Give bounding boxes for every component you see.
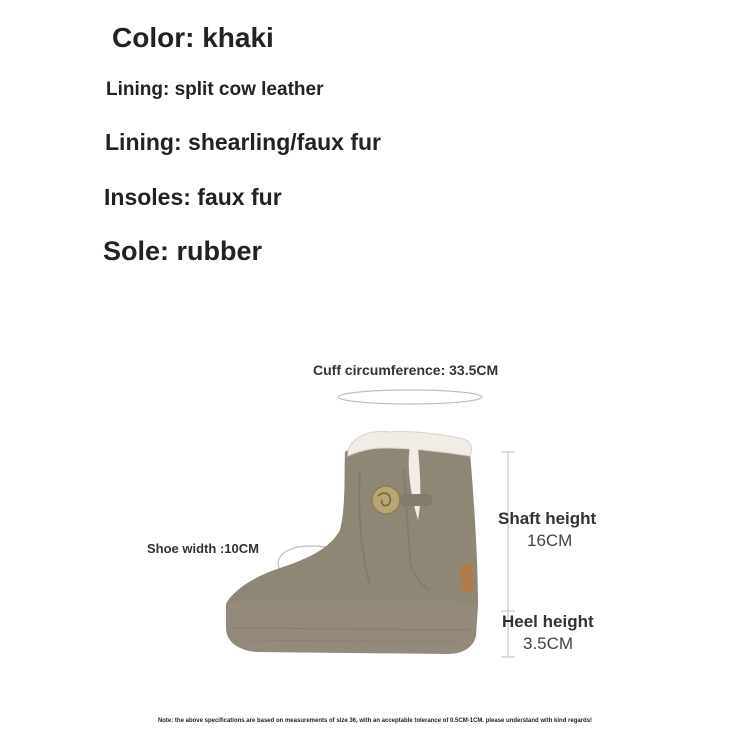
heel-height-value: 3.5CM [523, 634, 574, 653]
spec-insoles: Insoles: faux fur [104, 184, 282, 210]
boot-button [372, 486, 400, 514]
spec-lining-leather: Lining: split cow leather [106, 79, 324, 100]
boot-upper [226, 443, 478, 606]
cuff-circumference-label: Cuff circumference: 33.5CM [313, 362, 499, 378]
heel-height-label: Heel height [502, 612, 594, 631]
boot-heel-tab [460, 562, 474, 594]
shoe-width-label: Shoe width :10CM [147, 541, 259, 556]
boot [226, 431, 478, 654]
spec-lining-fur: Lining: shearling/faux fur [105, 129, 382, 155]
cuff-circumference-guide [338, 390, 482, 404]
spec-color: Color: khaki [112, 22, 274, 53]
boot-sole [226, 597, 478, 654]
size-note: Note: the above specifications are based on measurements of size 36, with an acceptable tolerance of 0.5CM-1CM. please understand with kind regards! [157, 718, 593, 724]
shaft-height-value: 16CM [527, 531, 573, 550]
shaft-height-label: Shaft height [498, 509, 597, 528]
spec-sole: Sole: rubber [103, 236, 263, 266]
